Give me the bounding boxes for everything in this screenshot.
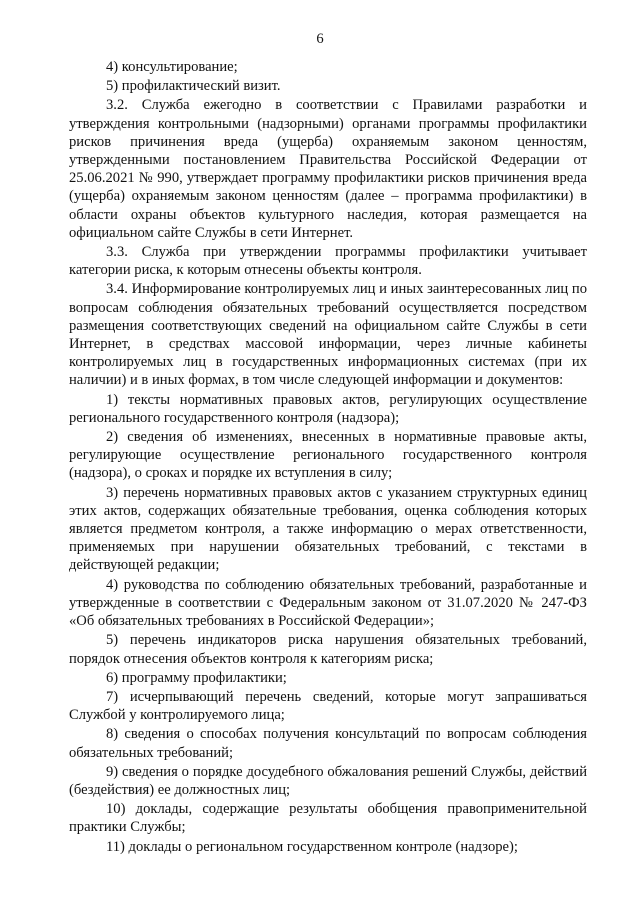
list-item-3: 3) перечень нормативных правовых актов с указанием структурных единиц этих актов, содержащих обязательные требования, оценка соблюдения которых является предметом контроля, а также информацию о мерах ответственности, применяемых при нарушении обязательных требований, с текстами в действующей редакции; — [69, 484, 587, 574]
page-number: 6 — [316, 31, 324, 47]
list-item-7: 7) исчерпывающий перечень сведений, которые могут запрашиваться Службой у контролируемого лица; — [69, 688, 587, 724]
paragraph-item-4-consulting: 4) консультирование; — [106, 59, 238, 75]
list-item-6: 6) программу профилактики; — [106, 669, 287, 686]
paragraph-3-2: 3.2. Служба ежегодно в соответствии с Правилами разработки и утверждения контрольными (надзорными) органами программы профилактики рисков причинения вреда (ущерба) охраняемым законом ценностям, утвержденными постановлением Правительства Российской Федерации от 25.06.2021 № 990, утверждает программу профилактики рисков причинения вреда (ущерба) охраняемым законом ценностям (далее – программа профилактики) в области охраны объектов культурного наследия, которая размещается на официальном сайте Службы в сети Интернет. — [69, 97, 587, 241]
list-item-5: 5) перечень индикаторов риска нарушения обязательных требований, порядок отнесения объектов контроля к категориям риска; — [69, 632, 587, 667]
list-item-9: 9) сведения о порядке досудебного обжалования решений Службы, действий (бездействия) ее должностных лиц; — [69, 763, 587, 798]
list-item-2: 2) сведения об изменениях, внесенных в нормативные правовые акты, регулирующие осуществление регионального государственного контроля (надзора), о сроках и порядке их вступления в силу; — [69, 429, 587, 482]
paragraph-3-4: 3.4. Информирование контролируемых лиц и иных заинтересованных лиц по вопросам соблюдения обязательных требований осуществляется посредством размещения соответствующих сведений на официальном сайте Службы в сети Интернет, в средствах массовой информации, через личные кабинеты контролируемых лиц в государственных информационных системах (при их наличии) и в иных формах, в том числе следующей информации и документов: — [69, 281, 587, 389]
document-body — [69, 58, 587, 857]
list-item-4: 4) руководства по соблюдению обязательных требований, разработанные и утвержденные в соответствии с Федеральным законом от 31.07.2020 № 247-ФЗ «Об обязательных требованиях в Российской Федерации»; — [69, 576, 587, 630]
list-item-8: 8) сведения о способах получения консультаций по вопросам соблюдения обязательных требований; — [69, 726, 587, 761]
paragraph-item-5-preventive-visit: 5) профилактический визит. — [106, 78, 281, 95]
list-item-11: 11) доклады о региональном государственном контроле (надзоре); — [106, 838, 518, 855]
list-item-10: 10) доклады, содержащие результаты обобщения правоприменительной практики Службы; — [69, 801, 587, 836]
paragraph-3-3: 3.3. Служба при утверждении программы профилактики учитывает категории риска, к которым отнесены объекты контроля. — [69, 244, 587, 279]
list-item-1: 1) тексты нормативных правовых актов, регулирующих осуществление регионального государственного контроля (надзора); — [69, 391, 587, 426]
